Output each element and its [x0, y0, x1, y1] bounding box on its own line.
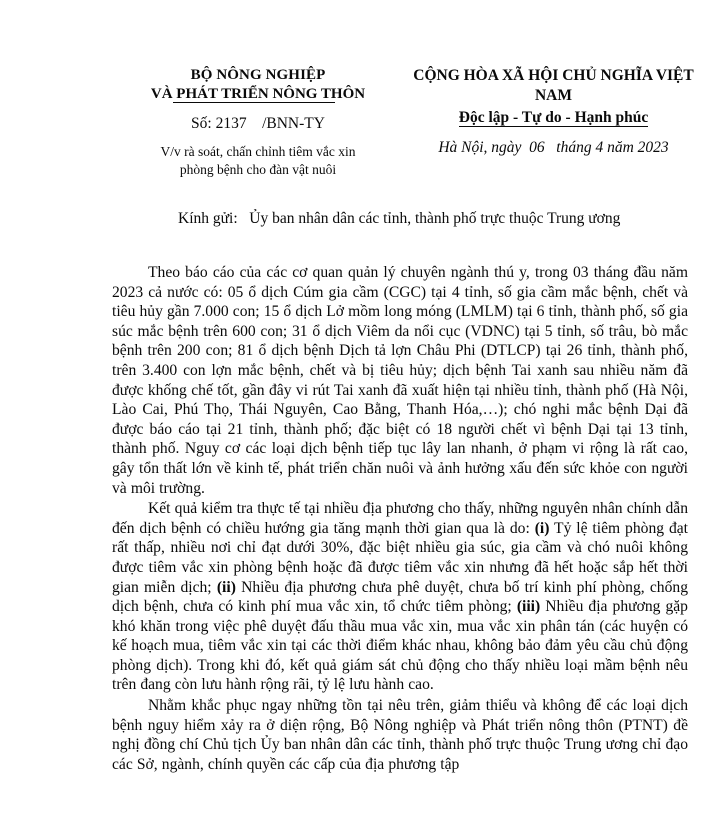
paragraph-epidemic-report: Theo báo cáo của các cơ quan quản lý chuyên ngành thú y, trong 03 tháng đầu năm 2023 cả nước có: 05 ổ dịch Cúm gia cầm (CGC) tại 4 tỉnh, số gia cầm mắc bệnh, chết và tiêu hủy gần 7.000 con; 15 ổ dịch Lở mồm long móng (LMLM) tại 6 tỉnh, thành phố, số gia súc mắc bệnh trên 600 con; 31 ổ dịch Viêm da nổi cục (VDNC) tại 5 tỉnh, số trâu, bò mắc bệnh trên 200 con; 81 ổ dịch bệnh Dịch tả lợn Châu Phi (DTLCP) tại 26 tỉnh, thành phố, trên 3.400 con lợn mắc bệnh, chết và bị tiêu hủy; dịch bệnh Tai xanh sau nhiều năm đã được khống chế tốt, gần đây vi rút Tai xanh đã xuất hiện tại nhiều tỉnh, thành phố (Hà Nội, Lào Cai, Phú Thọ, Thái Nguyên, Cao Bằng, Thanh Hóa,…); chó nghi mắc bệnh Dại đã được báo cáo tại 21 tỉnh, thành phố; đặc biệt có 18 người chết vì bệnh Dại tại 13 tỉnh, thành phố. Nguy cơ các loại dịch bệnh tiếp tục lây lan nhanh, ở phạm vi rộng là rất cao, gây tổn thất lớn về kinh tế, phát triển chăn nuôi và ảnh hưởng xấu đến sức khỏe con người và môi trường.: [112, 264, 688, 497]
country-name: CỘNG HÒA XÃ HỘI CHỦ NGHĨA VIỆT NAM: [413, 67, 694, 104]
paragraph-causes-intro: Kết quả kiểm tra thực tế tại nhiều địa phương cho thấy, những nguyên nhân chính dẫn đến dịch bệnh có chiều hướng gia tăng mạnh thời gian qua là do:: [112, 500, 688, 537]
document-header: [0, 0, 723, 178]
ministry-name-line2: [151, 85, 365, 104]
subject-line-2: phòng bệnh cho đàn vật nuôi: [179, 161, 337, 177]
ministry-underline-rule: [173, 102, 335, 103]
issuing-authority-block: [112, 66, 404, 178]
paragraph-request: Nhằm khắc phục ngay những tồn tại nêu trên, giảm thiểu và không để các loại dịch bệnh nguy hiểm xảy ra ở diện rộng, Bộ Nông nghiệp và Phát triển nông thôn (PTNT) đề nghị đồng chí Chủ tịch Ủy ban nhân dân các tỉnh, thành phố trực thuộc Trung ương chỉ đạo các Sở, ngành, chính quyền các cấp của địa phương tập: [112, 697, 688, 773]
cause-marker-ii: (ii): [216, 578, 236, 596]
national-motto: [459, 107, 648, 128]
paragraph-root-causes: [112, 499, 688, 695]
national-motto-text: Độc lập - Tự do - Hạnh phúc: [458, 109, 649, 126]
motto-underline-rule: [459, 126, 648, 127]
national-heading-block: [404, 66, 699, 158]
ministry-name-line1: BỘ NÔNG NGHIỆP: [190, 67, 326, 83]
subject-line: [112, 143, 404, 178]
recipient-line: Kính gửi: Ủy ban nhân dân các tỉnh, thành phố trực thuộc Trung ương: [178, 210, 621, 227]
place-and-date: Hà Nội, ngày 06 tháng 4 năm 2023: [438, 139, 669, 156]
cause-marker-iii: (iii): [516, 598, 541, 616]
cause-text-ii: Nhiều địa phương chưa phê duyệt, chưa bố trí kinh phí phòng, chống dịch bệnh, chưa có kinh phí mua vắc xin, tổ chức tiêm phòng;: [112, 578, 688, 616]
ministry-name-line2-text: VÀ PHÁT TRIỂN NÔNG THÔN: [150, 86, 366, 102]
document-body: [0, 263, 723, 774]
cause-marker-i: (i): [534, 519, 550, 537]
cause-text-i: Tỷ lệ tiêm phòng đạt rất thấp, nhiều nơi chỉ đạt dưới 30%, đặc biệt nhiều gia súc, gia cầm và chó nuôi không được tiêm vắc xin phòng bệnh hoặc đã được tiêm vắc xin nhưng đã hết hoặc sắp hết thời gian miễn dịch;: [112, 519, 688, 596]
subject-line-1: V/v rà soát, chấn chỉnh tiêm vắc xin: [160, 144, 356, 159]
cause-text-iii: Nhiều địa phương gặp khó khăn trong việc phê duyệt đấu thầu mua vắc xin, mua vắc xin phân tán (các huyện có kế hoạch mua, tiêm vắc xin tại các thời điểm khác nhau, không bảo đảm yêu cầu chủ động phòng dịch). Trong khi đó, kết quả giám sát chủ động cho thấy nhiều loại mầm bệnh nêu trên đang còn lưu hành rộng rãi, tỷ lệ lưu hành cao.: [112, 598, 688, 694]
document-number: Số: 2137 /BNN-TY: [191, 115, 325, 132]
